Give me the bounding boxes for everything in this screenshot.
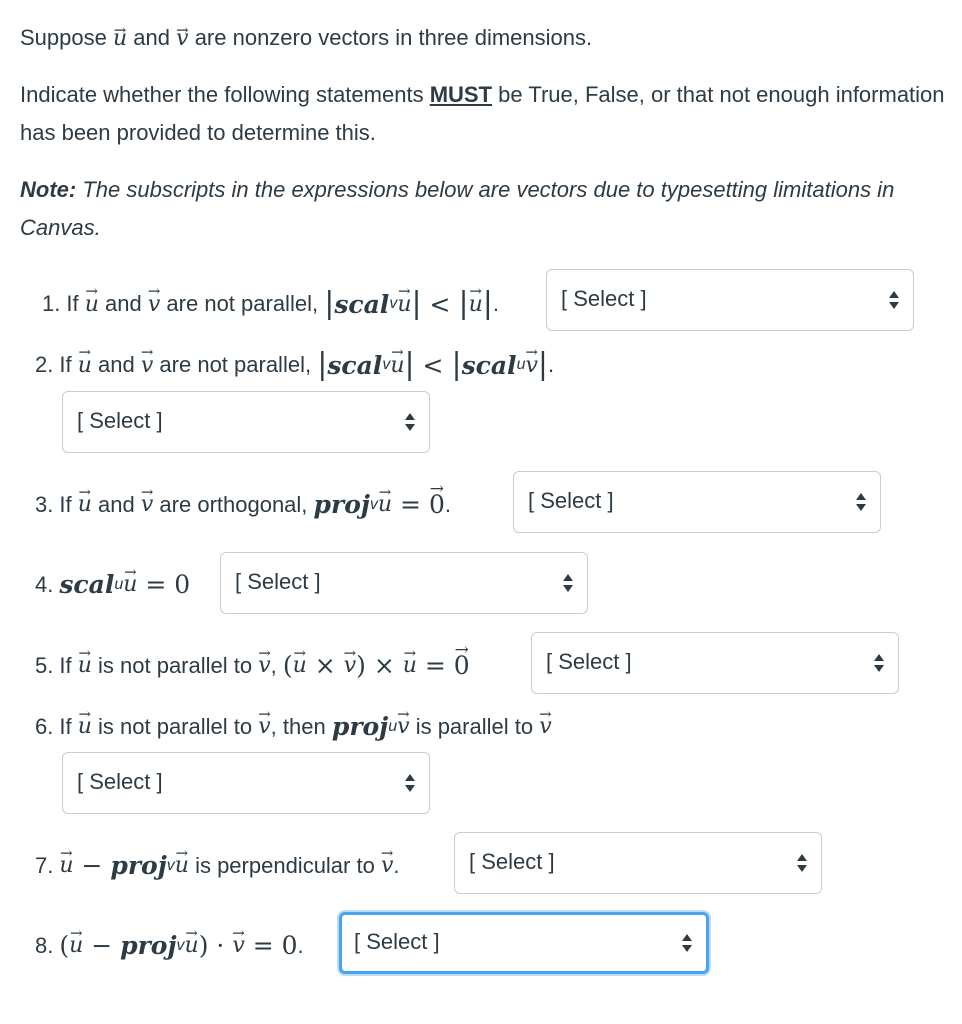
question-8: 8. ( → u − proj v → u ) · → v = 0 . [35, 931, 304, 960]
question-3: 3. If → u and → v are orthogonal, proj v → u = → 0 . [35, 490, 451, 519]
question-6: 6. If → u is not parallel to → v , then proj u → v is parallel to → v [35, 712, 552, 741]
answer-select-2[interactable]: [ Select ] [62, 391, 430, 453]
select-arrows-icon [405, 413, 415, 431]
intro-text: Suppose → u and → v are nonzero vectors in three dimensions. [20, 19, 945, 58]
question-4: 4. scal u → u = 0 [35, 570, 190, 599]
answer-select-5[interactable]: [ Select ] [531, 632, 899, 694]
instructions-text: Indicate whether the following statements MUST be True, False, or that not enough information has been provided to determine this. [20, 82, 945, 145]
answer-select-4[interactable]: [ Select ] [220, 552, 588, 614]
question-7: 7. → u − proj v → u is perpendicular to → v . [35, 851, 400, 880]
select-arrows-icon [889, 291, 899, 309]
note-text: Note: The subscripts in the expressions below are vectors due to typesetting limitations in Canvas. [20, 177, 895, 240]
answer-select-3[interactable]: [ Select ] [513, 471, 881, 533]
answer-select-7[interactable]: [ Select ] [454, 832, 822, 894]
answer-select-1[interactable]: [ Select ] [546, 269, 914, 331]
select-arrows-icon [874, 654, 884, 672]
question-5: 5. If → u is not parallel to → v , ( → u × → v ) × → u = → 0 [35, 651, 470, 680]
select-arrows-icon [797, 854, 807, 872]
select-arrows-icon [682, 934, 692, 952]
must-emphasis: MUST [429, 82, 493, 107]
select-arrows-icon [856, 493, 866, 511]
question-1: 1. If → u and → v are not parallel, | scal v → u | < | → u | . [42, 289, 499, 319]
answer-select-6[interactable]: [ Select ] [62, 752, 430, 814]
note-label: Note: [20, 177, 77, 202]
question-2: 2. If → u and → v are not parallel, | scal v → u | < | scal u → v | . [35, 350, 554, 380]
select-arrows-icon [563, 574, 573, 592]
select-arrows-icon [405, 774, 415, 792]
answer-select-8[interactable]: [ Select ] [339, 912, 709, 974]
